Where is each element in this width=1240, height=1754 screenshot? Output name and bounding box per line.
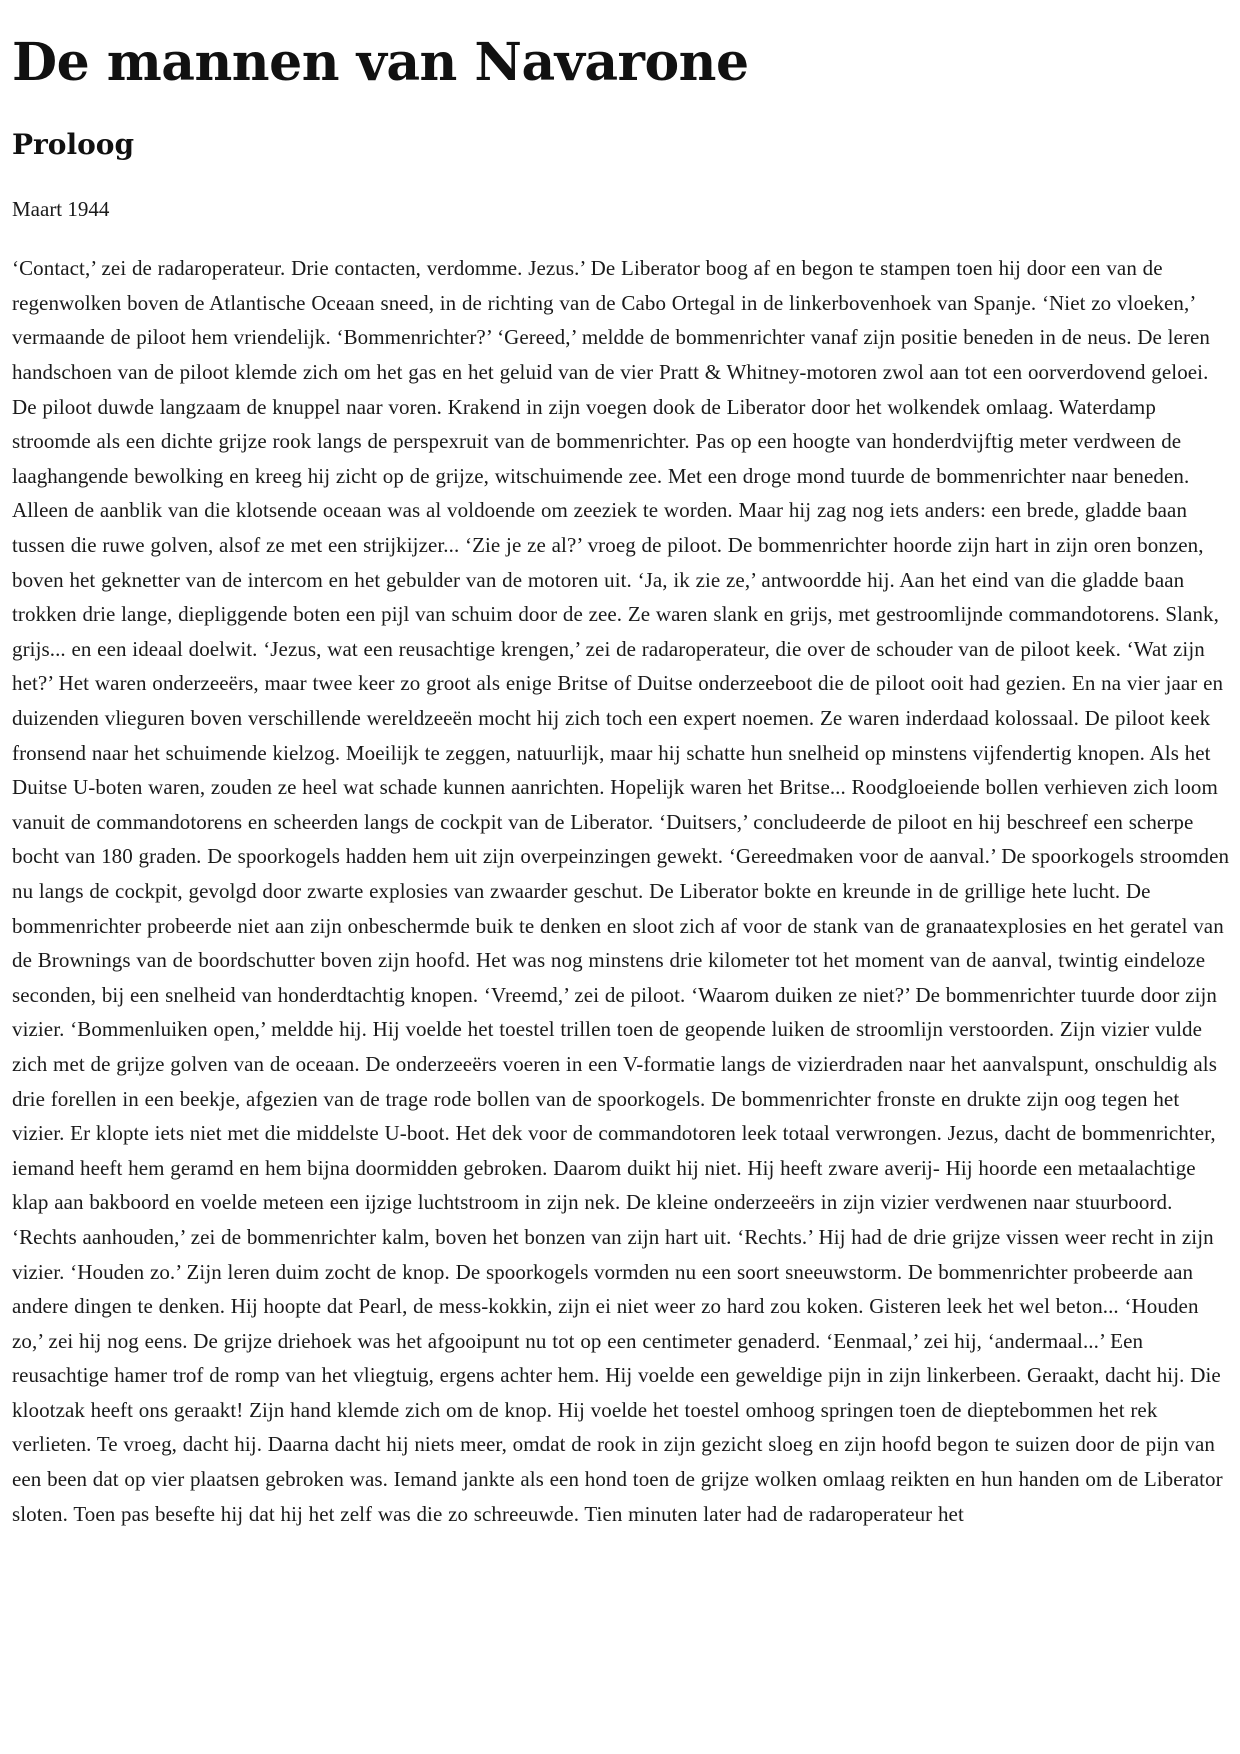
- document-page: [12, 0, 1230, 1531]
- document-title: De mannen van Navarone: [12, 32, 749, 93]
- chapter-heading: Proloog: [12, 128, 135, 162]
- body-paragraph: ‘Contact,’ zei de radaroperateur. Drie contacten, verdomme. Jezus.’ De Liberator boog af en begon te stampen toen hij door een van de regenwolken boven de Atlantische Oceaan sneed, in de richting van de Cabo Ortegal in de linkerbovenhoek van Spanje. ‘Niet zo vloeken,’ vermaande de piloot hem vriendelijk. ‘Bommenrichter?’ ‘Gereed,’ meldde de bommenrichter vanaf zijn positie beneden in de neus. De leren handschoen van de piloot klemde zich om het gas en het geluid van de vier Pratt & Whitney-motoren zwol aan tot een oorverdovend geloei. De piloot duwde langzaam de knuppel naar voren. Krakend in zijn voegen dook de Liberator door het wolkendek omlaag. Waterdamp stroomde als een dichte grijze rook langs de perspexruit van de bommenrichter. Pas op een hoogte van honderdvijftig meter verdween de laaghangende bewolking en kreeg hij zicht op de grijze, witschuimende zee. Met een droge mond tuurde de bommenrichter naar beneden. Alleen de aanblik van die klotsende oceaan was al voldoende om zeeziek te worden. Maar hij zag nog iets anders: een brede, gladde baan tussen die ruwe golven, alsof ze met een strijkijzer... ‘Zie je ze al?’ vroeg de piloot. De bommenrichter hoorde zijn hart in zijn oren bonzen, boven het geknetter van de intercom en het gebulder van de motoren uit. ‘Ja, ik zie ze,’ antwoordde hij. Aan het eind van die gladde baan trokken drie lange, diepliggende boten een pijl van schuim door de zee. Ze waren slank en grijs, met gestroomlijnde commandotorens. Slank, grijs... en een ideaal doelwit. ‘Jezus, wat een reusachtige krengen,’ zei de radaroperateur, die over de schouder van de piloot keek. ‘Wat zijn het?’ Het waren onderzeeërs, maar twee keer zo groot als enige Britse of Duitse onderzeeboot die de piloot ooit had gezien. En na vier jaar en duizenden vlieguren boven verschillende wereldzeeën mocht hij zich toch een expert noemen. Ze waren inderdaad kolossaal. De piloot keek fronsend naar het schuimende kielzog. Moeilijk te zeggen, natuurlijk, maar hij schatte hun snelheid op minstens vijfendertig knopen. Als het Duitse U-boten waren, zouden ze heel wat schade kunnen aanrichten. Hopelijk waren het Britse... Roodgloeiende bollen verhieven zich loom vanuit de commandotorens en scheerden langs de cockpit van de Liberator. ‘Duitsers,’ concludeerde de piloot en hij beschreef een scherpe bocht van 180 graden. De spoorkogels hadden hem uit zijn overpeinzingen gewekt. ‘Gereedmaken voor de aanval.’ De spoorkogels stroomden nu langs de cockpit, gevolgd door zwarte explosies van zwaarder geschut. De Liberator bokte en kreunde in de grillige hete lucht. De bommenrichter probeerde niet aan zijn onbeschermde buik te denken en sloot zich af voor de stank van de granaatexplosies en het geratel van de Brownings van de boordschutter boven zijn hoofd. Het was nog minstens drie kilometer tot het moment van de aanval, twintig eindeloze seconden, bij een snelheid van honderdtachtig knopen. ‘Vreemd,’ zei de piloot. ‘Waarom duiken ze niet?’ De bommenrichter tuurde door zijn vizier. ‘Bommenluiken open,’ meldde hij. Hij voelde het toestel trillen toen de geopende luiken de stroomlijn verstoorden. Zijn vizier vulde zich met de grijze golven van de oceaan. De onderzeeërs voeren in een V-formatie langs de vizierdraden naar het aanvalspunt, onschuldig als drie forellen in een beekje, afgezien van de trage rode bollen van de spoorkogels. De bommenrichter fronste en drukte zijn oog tegen het vizier. Er klopte iets niet met die middelste U-boot. Het dek voor de commandotoren leek totaal verwrongen. Jezus, dacht de bommenrichter, iemand heeft hem geramd en hem bijna doormidden gebroken. Daarom duikt hij niet. Hij heeft zware averij- Hij hoorde een metaalachtige klap aan bakboord en voelde meteen een ijzige luchtstroom in zijn nek. De kleine onderzeeërs in zijn vizier verdwenen naar stuurboord. ‘Rechts aanhouden,’ zei de bommenrichter kalm, boven het bonzen van zijn hart uit. ‘Rechts.’ Hij had de drie grijze vissen weer recht in zijn vizier. ‘Houden zo.’ Zijn leren duim zocht de knop. De spoorkogels vormden nu een soort sneeuwstorm. De bommenrichter probeerde aan andere dingen te denken. Hij hoopte dat Pearl, de mess-kokkin, zijn ei niet weer zo hard zou koken. Gisteren leek het wel beton... ‘Houden zo,’ zei hij nog eens. De grijze driehoek was het afgooipunt nu tot op een centimeter genaderd. ‘Eenmaal,’ zei hij, ‘andermaal...’ Een reusachtige hamer trof de romp van het vliegtuig, ergens achter hem. Hij voelde een geweldige pijn in zijn linkerbeen. Geraakt, dacht hij. Die klootzak heeft ons geraakt! Zijn hand klemde zich om de knop. Hij voelde het toestel omhoog springen toen de dieptebommen het rek verlieten. Te vroeg, dacht hij. Daarna dacht hij niets meer, omdat de rook in zijn gezicht sloeg en zijn hoofd begon te suizen door de pijn van een been dat op vier plaatsen gebroken was. Iemand jankte als een hond toen de grijze wolken omlaag reikten en hun handen om de Liberator sloten. Toen pas besefte hij dat hij het zelf was die zo schreeuwde. Tien minuten later had de radaroperateur het: [12, 256, 1230, 1526]
- chapter-date: Maart 1944: [12, 196, 110, 221]
